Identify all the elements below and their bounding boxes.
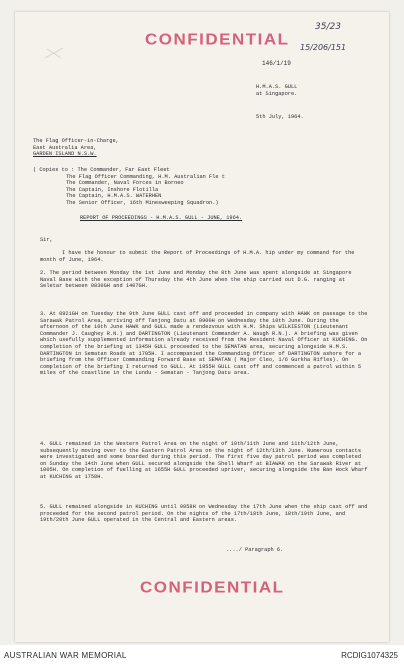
copies-line: The Senior Officer, 16th Minesweeping Squadron.) [66, 199, 219, 206]
handwritten-ref-top: 35/23 [315, 22, 341, 32]
addressee-block [33, 138, 119, 158]
confidential-stamp-bottom: CONFIDENTIAL [140, 579, 285, 597]
copies-line: ( Copies to : The Commander, Far East Fleet [33, 167, 170, 173]
copies-line: The Flag Officer Commanding, H.M. Australian Fle t [66, 173, 225, 180]
archive-name: AUSTRALIAN WAR MEMORIAL [4, 651, 127, 660]
report-subject: REPORT OF PROCEEDINGS - H.M.A.S. GULL - JUNE, 1964. [80, 215, 243, 221]
addressee-line: East Australia Area, [33, 144, 97, 151]
file-mark: 146/1/19 [262, 60, 291, 67]
paragraph-3: 3. At 0921GH on Tuesday the 9th June GULL cast off and proceeded in company with HAWK on passage to the Sarawak Patrol Area, arriving off Tanjong Datu at 0900H on Wednesday the 10th June. During the afternoon of the 10th June HAWK and GULL made a rendezvous with H.M. Ships WILKIESTON (Lieutenant Commander J. Caughey R.N.) and DARTINGTON (Lieutenant Commander A. Waugh R.N.). A briefing was given which usefully supplemented information already received from the Resident Naval Officer at KUCHING. On completion of the briefing at 1345H GULL proceeded to the SEMATAN area, securing alongside H.M.S. DARTINGTON in Sematan Roads at 1705H. I accompanied the Commanding Officer of DARTINGTON ashore for a briefing from the Officer Commanding Forward Base at SEMATAN ( Major Cleo, 1/6 Gurkha Rifles). On completion of the briefing I returned to GULL. At 1955H GULL cast off and commenced a patrol within 5 miles of the coastline in the Lundu - Sematan - Tanjong Datu area. [40, 311, 368, 377]
handwritten-file-ref: 15/206/151 [300, 43, 347, 52]
addressee-line: The Flag Officer-in-Charge, [33, 138, 119, 144]
paragraph-5: 5. GULL remained alongside in KUCHING until 0958H on Wednesday the 17th June when the ship cast off and proceeded for the second patrol period. On the nights of the 17th/18th June, 18th/19th June, and 19th/20th June GULL operated in the Central and Eastern areas. [40, 504, 368, 524]
letter-date: 5th July, 1964. [256, 114, 304, 120]
sender-location: at Singapore. [256, 90, 298, 97]
record-id: RCDIG1074325 [341, 651, 398, 660]
faint-mark-icon [43, 46, 65, 60]
copies-line: The Captain, H.M.A.S. WATERHEN [66, 193, 162, 200]
copies-line: The Commander, Naval Forces in Borneo [66, 180, 184, 187]
sender-block [256, 84, 297, 97]
archive-footer [0, 645, 404, 666]
sender-ship: H.M.A.S. GULL [256, 84, 298, 90]
paragraph-2: 2. The period between Monday the 1st June and Monday the 8th June was spent alongside at Singapore Naval Base with the exception of Thursday the 4th June when the ship carried out D.G. ranging at Seletar between 0830GH and 1407GH. [40, 270, 352, 290]
continuation-note: ..../ Paragraph 6. [226, 547, 284, 553]
paragraph-1: I have the honour to submit the Report of Proceedings of H.M.A. hip under my command for the month of June, 1964. [40, 250, 355, 263]
addressee-line: GARDEN ISLAND N.S.W. [33, 151, 97, 158]
copies-line: The Captain, Inshore Flotilla [66, 186, 159, 193]
copies-block [33, 167, 225, 207]
paragraph-4: 4. GULL remained in the Western Patrol Area on the night of 10th/11th June and 11th/12th June, subsequently moving over to the Eastern Patrol Area on the night of 12th/13th June. Numerous contacts were investigated and some boarded during this period. The first five day patrol period was completed on Sunday the 14th June when GULL secured alongside the Shell Wharf at BIAWAK on the Sarawak River at 1005H. On completion of fuelling at 1655H GULL proceeded upriver, securing alongside the Ban Hock Wharf at KUCHING at 1758H. [40, 441, 368, 480]
salutation: Sir, [40, 237, 53, 243]
confidential-stamp-top: CONFIDENTIAL [145, 31, 290, 49]
